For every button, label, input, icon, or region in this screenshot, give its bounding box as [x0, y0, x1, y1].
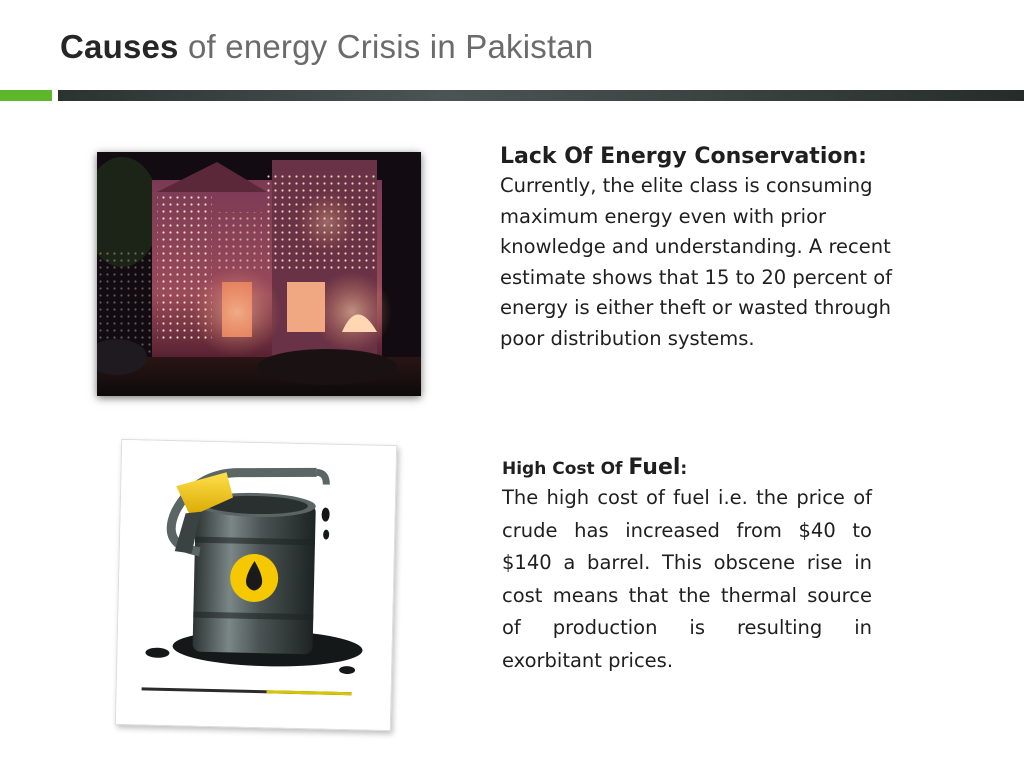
title-accent-green-bar	[0, 90, 52, 101]
slide-title-bold: Causes	[60, 28, 179, 65]
section-high-cost-fuel	[502, 455, 872, 677]
oil-barrel-illustration	[115, 439, 397, 731]
title-accent-dark-bar	[58, 90, 1024, 101]
slide-title-rest: of energy Crisis in Pakistan	[178, 28, 594, 65]
heading-big-part: Fuel	[628, 455, 681, 480]
slide-title	[60, 28, 593, 66]
section-energy-conservation	[500, 144, 920, 354]
section-heading-high-cost-fuel	[502, 455, 872, 480]
section-heading-energy-conservation: Lack Of Energy Conservation:	[500, 144, 867, 169]
heading-small-part: High Cost Of	[502, 459, 629, 479]
section-body-high-cost-fuel: The high cost of fuel i.e. the price of crude has increased from $40 to $140 a barrel. This obscene rise in cost means that the thermal source of production is resulting in exorbitant prices.	[502, 486, 872, 672]
illuminated-house-photo	[97, 152, 421, 396]
heading-colon: :	[680, 459, 688, 479]
section-body-energy-conservation: Currently, the elite class is consuming maximum energy even with prior knowledge and understanding. A recent estimate shows that 15 to 20 percent of energy is either theft or wasted through poor distribution systems.	[500, 174, 893, 350]
